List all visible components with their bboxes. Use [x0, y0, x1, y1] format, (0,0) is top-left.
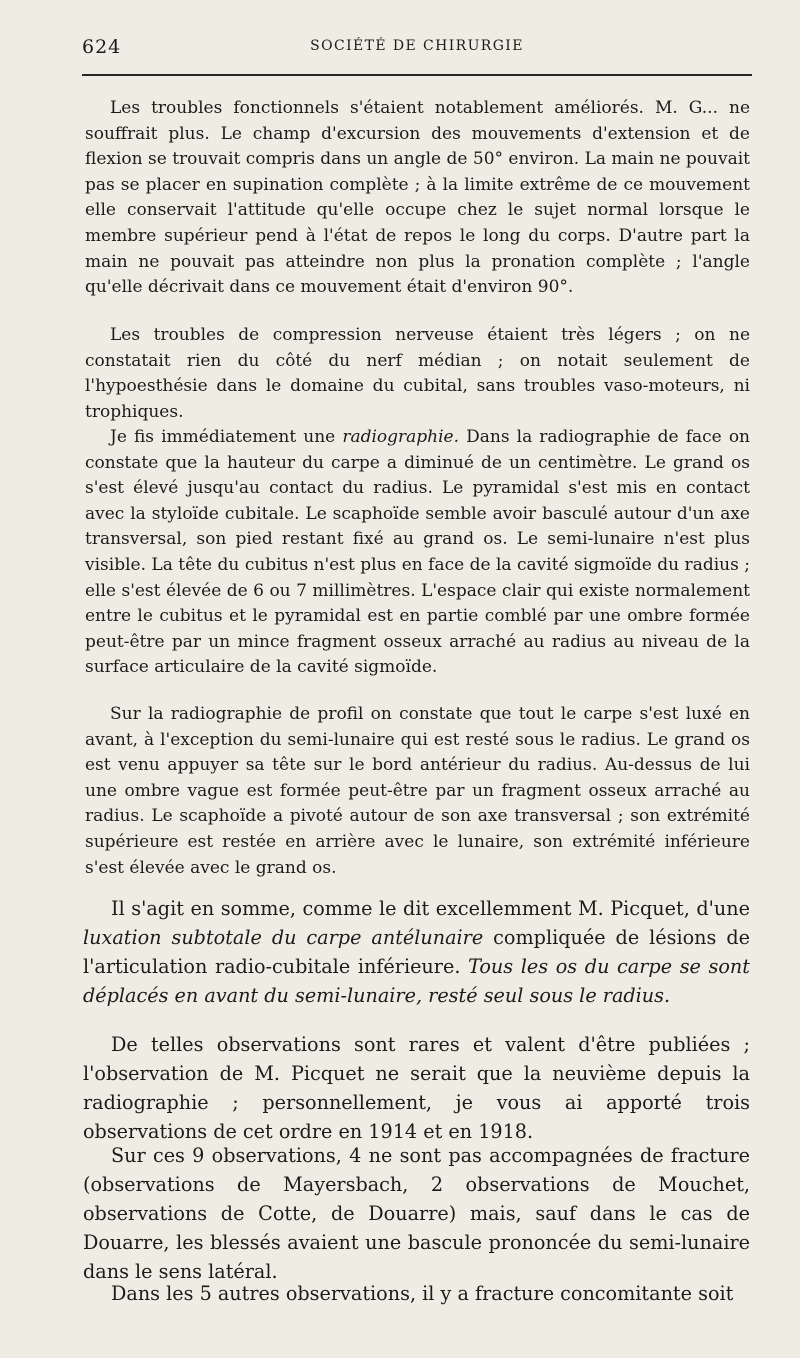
paragraph-5-italic: luxation subtotale du carpe antélunaire	[83, 926, 484, 949]
paragraph-1	[85, 96, 750, 301]
paragraph-4	[85, 702, 750, 881]
paragraph-3	[85, 425, 750, 681]
paragraph-5-italic-end: Tous les os du carpe se sont déplacés en avant du semi-lunaire, resté seul sous le radius.	[83, 955, 751, 1007]
running-title: SOCIÉTÉ DE CHIRURGIE	[310, 38, 524, 54]
paragraph-3-italic: radiographie.	[342, 427, 460, 447]
paragraph-1-text: Les troubles fonctionnels s'étaient notablement améliorés. M. G... ne souffrait plus. Le champ d'excursion des mouvements d'extension et de flexion se trouvait compris dans un angle de 50° environ. La main ne pouvait pas se placer en supination complète ; à la limite extrême de ce mouvement elle conservait l'attitude qu'elle occupe chez le sujet normal lorsque le membre supérieur pend à l'état de repos le long du corps. D'autre part la main ne pouvait pas atteindre non plus la pronation complète ; l'angle qu'elle décrivait dans ce mouvement était d'environ 90°.	[85, 98, 750, 298]
paragraph-2	[85, 323, 750, 425]
paragraph-8	[83, 1279, 750, 1308]
paragraph-5-text-start: Il s'agit en somme, comme le dit excellemment M. Picquet, d'une	[111, 897, 750, 920]
paragraph-7	[83, 1141, 750, 1286]
paragraph-3-text-start: Je fis immédiatement une	[110, 427, 343, 447]
header-rule	[82, 74, 752, 76]
paragraph-8-text: Dans les 5 autres observations, il y a fracture concomitante soit	[111, 1282, 734, 1305]
page-number: 624	[82, 36, 122, 58]
page-header	[82, 36, 752, 58]
paragraph-6	[83, 1030, 750, 1146]
paragraph-3-text-end: Dans la radiographie de face on constate que la hauteur du carpe a diminué de un centimètre. Le grand os s'est élevé jusqu'au contact du radius. Le pyramidal s'est mis en contact avec la styloïde cubitale. Le scaphoïde semble avoir basculé autour d'un axe transversal, son pied restant fixé au grand os. Le semi-lunaire n'est plus visible. La tête du cubitus n'est plus en face de la cavité sigmoïde du radius ; elle s'est élevée de 6 ou 7 millimètres. L'espace clair qui existe normalement entre le cubitus et le pyramidal est en partie comblé par une ombre formée peut-être par un mince fragment osseux arraché au radius au niveau de la surface articulaire de la cavité sigmoïde.	[85, 427, 750, 678]
paragraph-5-text-mid: compliquée de lésions de l'articulation radio-cubitale inférieure.	[83, 926, 750, 978]
paragraph-6-text: De telles observations sont rares et valent d'être publiées ; l'observation de M. Picquet ne serait que la neuvième depuis la radiographie ; personnellement, je vous ai apporté trois observations de cet ordre en 1914 et en 1918.	[83, 1033, 750, 1143]
paragraph-2-text: Les troubles de compression nerveuse étaient très légers ; on ne constatait rien du côté du nerf médian ; on notait seulement de l'hypoesthésie dans le domaine du cubital, sans troubles vaso-moteurs, ni trophiques.	[85, 325, 750, 422]
paragraph-4-text: Sur la radiographie de profil on constate que tout le carpe s'est luxé en avant, à l'exception du semi-lunaire qui est resté sous le radius. Le grand os est venu appuyer sa tête sur le bord antérieur du radius. Au-dessus de lui une ombre vague est formée peut-être par un fragment osseux arraché au radius. Le scaphoïde a pivoté autour de son axe transversal ; son extrémité supérieure est restée en arrière avec le lunaire, son extrémité inférieure s'est élevée avec le grand os.	[85, 704, 750, 878]
paragraph-5	[83, 894, 750, 1010]
paragraph-7-text: Sur ces 9 observations, 4 ne sont pas accompagnées de fracture (observations de Mayersbach, 2 observations de Mouchet, observations de Cotte, de Douarre) mais, sauf dans le cas de Douarre, les blessés avaient une bascule prononcée du semi-lunaire dans le sens latéral.	[83, 1144, 750, 1283]
